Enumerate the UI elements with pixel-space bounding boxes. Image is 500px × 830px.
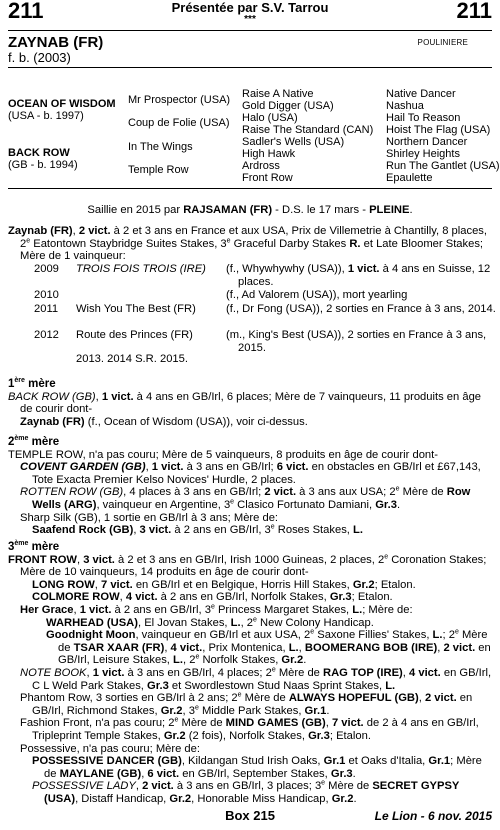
pedigree-gen3-3: Halo (USA) [242, 112, 298, 124]
produce-section [8, 225, 494, 263]
box-number: Box 215 [225, 808, 275, 823]
pedigree-gen4-6: Shirley Heights [386, 148, 460, 160]
dam-details: (GB - b. 1994) [8, 159, 78, 171]
pedigree-gen2-4: Temple Row [128, 164, 189, 176]
pedigree-bottom-rule [8, 188, 492, 189]
pedigree-gen4-7: Run The Gantlet (USA) [386, 160, 500, 172]
produce-colmore-row: COLMORE ROW, 4 vict. à 2 ans en GB/Irl, Norfolk Stakes, Gr.3; Etalon. [32, 591, 393, 604]
consignor-title: Présentée par S.V. Tarrou [171, 0, 329, 15]
pedigree-gen4-5: Northern Dancer [386, 136, 468, 148]
header-stars: *** [244, 14, 256, 25]
pedigree-gen4-8: Epaulette [386, 172, 433, 184]
header-rule [8, 30, 492, 31]
produce-possessive-lady: POSSESSIVE LADY, 2 vict. à 3 ans en GB/Irl, 3 places; 3e Mère de SECRET GYPSY (USA), Distaff Handicap, Gr.2, Honorable Miss Handicap, Gr.2. [32, 779, 460, 805]
foal-name: Route des Princes (FR) [76, 329, 193, 341]
lot-number-right: 211 [456, 0, 492, 23]
pedigree-gen3-1: Raise A Native [242, 88, 314, 100]
second-dam-record: TEMPLE ROW, n'a pas couru; Mère de 5 vainqueurs, 8 produits en âge de courir dont- [8, 448, 438, 461]
first-dam-record: BACK ROW (GB), 1 vict. à 4 ans en GB/Irl, 6 places; Mère de 7 vainqueurs, 11 produits en âge de courir dont- [8, 390, 482, 416]
sire-details: (USA - b. 1997) [8, 110, 84, 122]
pedigree-gen3-6: High Hawk [242, 148, 296, 160]
dam-record: Zaynab (FR), 2 vict. à 2 et 3 ans en France et aux USA, Prix de Villemetrie à Chantilly, 8 places, 2e Eatontown Staybridge Suites Stakes, 3e Graceful Darby Stakes R. et Late Bloomer Stakes; Mère de 1 vainqueur: [8, 225, 487, 263]
sr-years: 2013. 2014 S.R. 2015. [76, 353, 188, 365]
foal-year: 2011 [34, 303, 59, 315]
pedigree-gen3-7: Ardross [242, 160, 280, 172]
pedigree-gen2-3: In The Wings [128, 141, 193, 153]
pedigree-gen3-2: Gold Digger (USA) [242, 100, 334, 112]
foal-details: (m., King's Best (USA)), 2 sorties en France à 3 ans, 2015. [226, 329, 487, 354]
lot-number-left: 211 [8, 0, 44, 23]
dam-name: BACK ROW [8, 147, 70, 159]
produce-goodnight-moon: Goodnight Moon, vainqueur en GB/Irl et aux USA, 2e Saxone Fillies' Stakes, L.; 2e Mère de TSAR XAAR (FR), 4 vict., Prix Montenica, L., BOOMERANG BOB (IRE), 2 vict. en GB/Irl, Leisure Stakes, L., 2e Norfolk Stakes, Gr.2. [46, 628, 491, 667]
foal-details: (f., Ad Valorem (USA)), mort yearling [226, 289, 408, 301]
produce-possessive: Possessive, n'a pas couru; Mère de: [20, 742, 200, 755]
horse-details: f. b. (2003) [8, 50, 71, 65]
third-dam-section [8, 541, 494, 805]
foal-name: TROIS FOIS TROIS (IRE) [76, 263, 206, 275]
foal-year: 2009 [34, 263, 59, 275]
pedigree-gen4-1: Native Dancer [386, 88, 456, 100]
sire-name: OCEAN OF WISDOM [8, 98, 116, 110]
foal-year: 2010 [34, 289, 59, 301]
first-dam-section [8, 378, 494, 428]
produce-long-row: LONG ROW, 7 vict. en GB/Irl et en Belgique, Horris Hill Stakes, Gr.2; Etalon. [32, 578, 416, 591]
pedigree-gen4-2: Nashua [386, 100, 424, 112]
pedigree-gen4-4: Hoist The Flag (USA) [386, 124, 491, 136]
produce-possessive-dancer: POSSESSIVE DANCER (GB), Kildangan Stud Irish Oaks, Gr.1 et Oaks d'Italia, Gr.1; Mère de MAYLANE (GB), 6 vict. en GB/Irl, September Stakes, Gr.3. [32, 755, 482, 780]
produce-saafend-rock: Saafend Rock (GB), 3 vict. à 2 ans en GB/Irl, 3e Roses Stakes, L. [32, 523, 363, 537]
first-dam-heading: 1ère mère [8, 377, 56, 390]
pedigree-gen4-3: Hail To Reason [386, 112, 461, 124]
pedigree-top-rule [8, 67, 492, 68]
covering-line: Saillie en 2015 par RAJSAMAN (FR) - D.S. le 17 mars - PLEINE. [87, 204, 413, 216]
second-dam-section [8, 436, 494, 537]
produce-her-grace: Her Grace, 1 vict. à 2 ans en GB/Irl, 3e Princess Margaret Stakes, L.; Mère de: [20, 603, 413, 616]
third-dam-heading: 3ème mère [8, 540, 60, 553]
produce-note-book: NOTE BOOK, 1 vict. à 3 ans en GB/Irl, 4 places; 2e Mère de RAG TOP (IRE), 4 vict. en GB/Irl, C L Weld Park Stakes, Gr.3 et Swordlestown Stud Naas Sprint Stakes, L. [20, 666, 492, 692]
foal-year: 2012 [34, 329, 59, 341]
produce-rotten-row: ROTTEN ROW (GB), 4 places à 3 ans en GB/Irl; 2 vict. à 3 ans aux USA; 2e Mère de Row Wells (ARG), vainqueur en Argentine, 3e Clasico Fortunato Damiani, Gr.3. [20, 485, 471, 511]
produce-fashion-front: Fashion Front, n'a pas couru; 2e Mère de MIND GAMES (GB), 7 vict. de 2 à 4 ans en GB/Irl, Tripleprint Temple Stakes, Gr.2 (2 fois), Norfolk Stakes, Gr.3; Etalon. [20, 716, 479, 742]
foal-details: (f., Dr Fong (USA)), 2 sorties en France à 3 ans, 2014. [226, 303, 496, 315]
first-dam-produce: Zaynab (FR) (f., Ocean of Wisdom (USA)), voir ci-dessus. [20, 415, 308, 428]
pedigree-gen2-1: Mr Prospector (USA) [128, 94, 231, 106]
foal-name: Wish You The Best (FR) [76, 303, 196, 315]
produce-phantom-row: Phantom Row, 3 sorties en GB/Irl à 2 ans; 2e Mère de ALWAYS HOPEFUL (GB), 2 vict. en GB/Irl, Richmond Stakes, Gr.2, 3e Middle Park Stakes, Gr.1. [20, 691, 473, 717]
second-dam-heading: 2ème mère [8, 435, 60, 448]
foal-details: (f., Whywhywhy (USA)), 1 vict. à 4 ans en Suisse, 12 places. [226, 263, 491, 288]
pedigree-gen3-5: Sadler's Wells (USA) [242, 136, 345, 148]
produce-warhead: WARHEAD (USA), El Jovan Stakes, L., 2e New Colony Handicap. [46, 615, 374, 629]
produce-covent-garden: COVENT GARDEN (GB), 1 vict. à 3 ans en GB/Irl; 6 vict. en obstacles en GB/Irl et £67,143, Tote Exacta Premier Kelso Novices' Hurdle, 2 places. [20, 461, 481, 486]
pedigree-gen3-4: Raise The Standard (CAN) [242, 124, 374, 136]
produce-sharp-silk: Sharp Silk (GB), 1 sortie en GB/Irl à 3 ans; Mère de: [20, 511, 279, 524]
pedigree-gen2-2: Coup de Folie (USA) [128, 117, 230, 129]
category-label: POULINIERE [417, 38, 468, 47]
pedigree-gen3-8: Front Row [242, 172, 293, 184]
sale-info: Le Lion - 6 nov. 2015 [374, 809, 492, 823]
third-dam-record: FRONT ROW, 3 vict. à 2 et 3 ans en GB/Irl, Irish 1000 Guineas, 2 places, 2e Coronation Stakes; Mère de 10 vainqueurs, 14 produits en âge de courir dont- [8, 552, 487, 579]
horse-name: ZAYNAB (FR) [8, 34, 104, 51]
